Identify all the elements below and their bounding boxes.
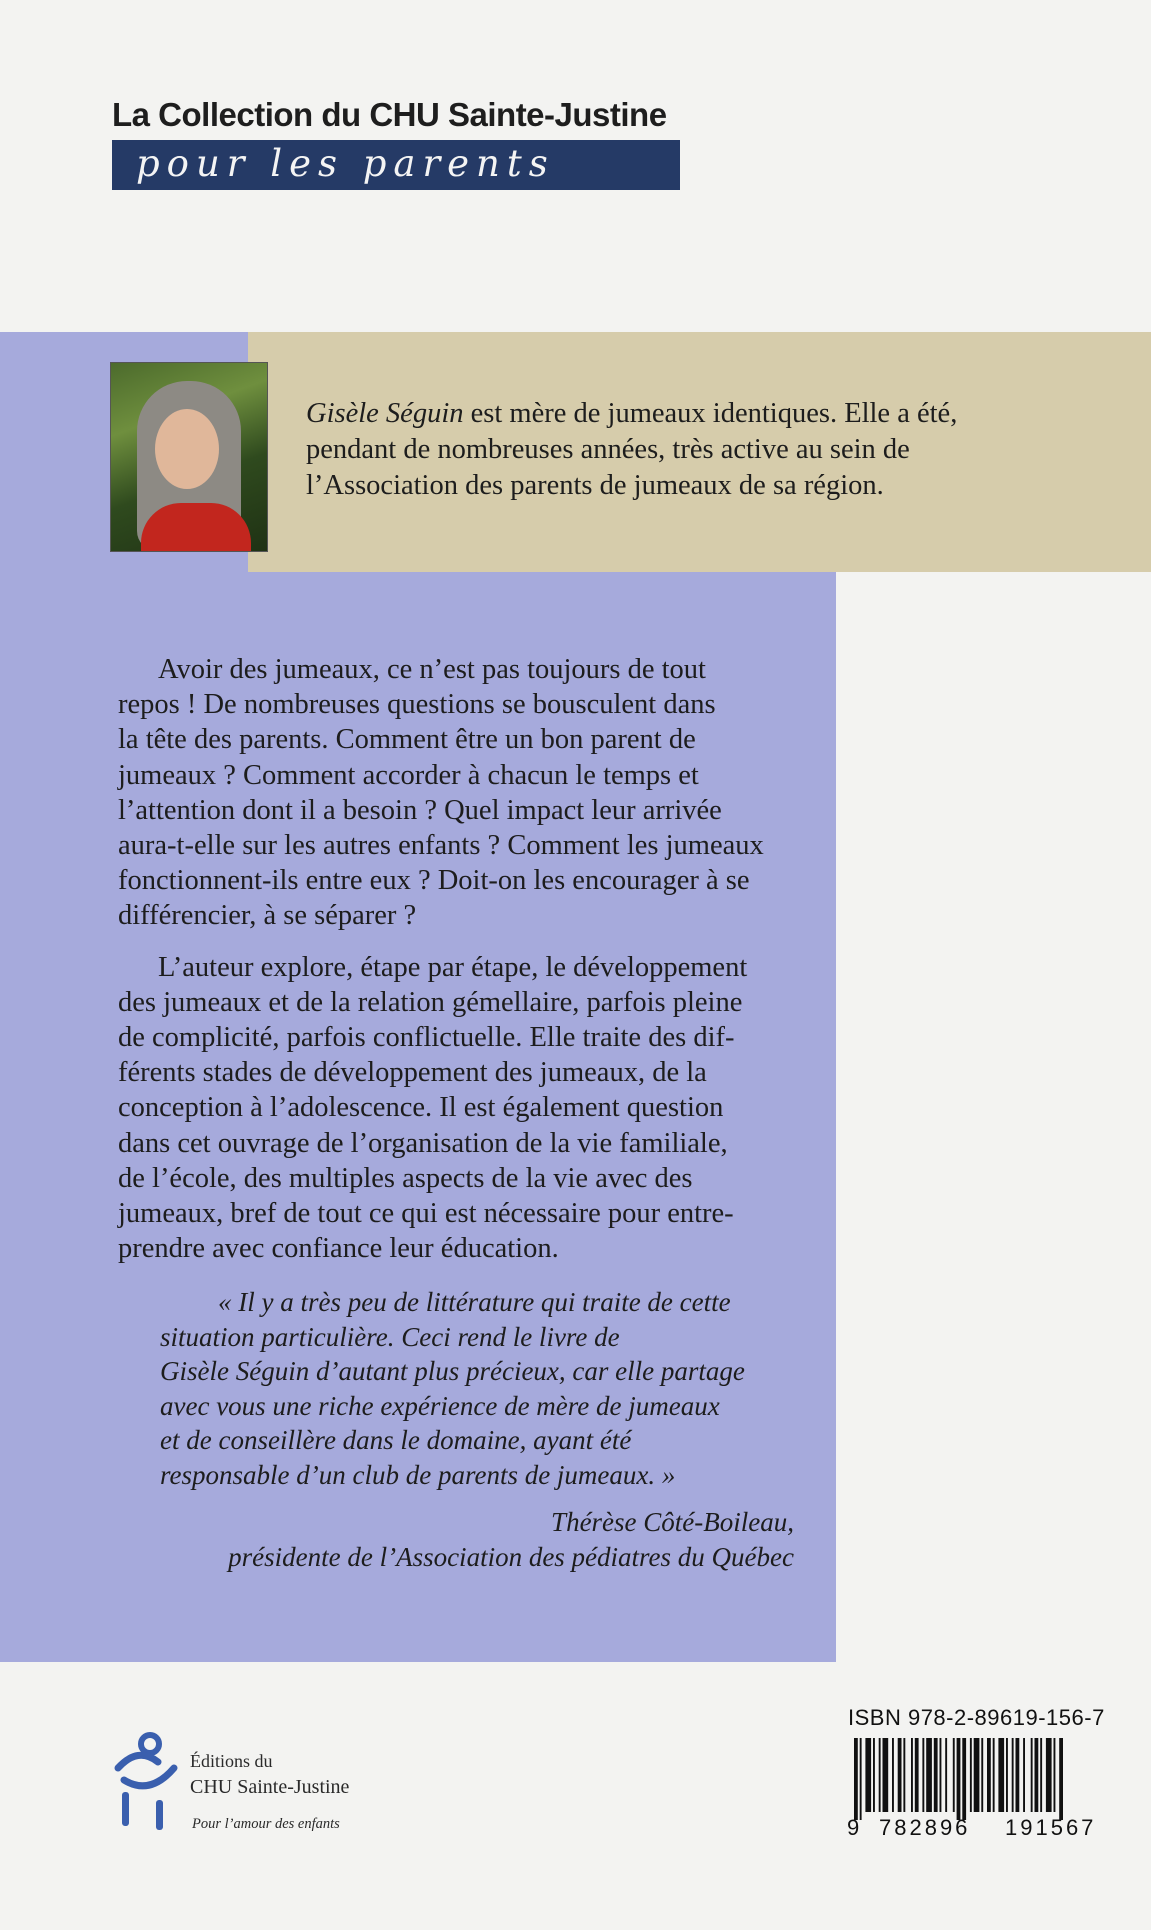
barcode-bar: [1035, 1738, 1039, 1812]
barcode-bar: [915, 1738, 919, 1812]
barcode-bar: [898, 1738, 902, 1812]
description-line: jumeaux ? Comment accorder à chacun le temps et: [118, 759, 699, 791]
barcode-bar: [993, 1738, 995, 1812]
barcode-bar: [998, 1738, 1004, 1812]
description-line: des jumeaux et de la relation gémellaire, parfois pleine: [118, 986, 743, 1018]
barcode-bar: [953, 1738, 955, 1812]
quote-line: responsable d’un club de parents de jumeaux. »: [160, 1459, 676, 1490]
publisher-line2: CHU Sainte-Justine: [190, 1776, 350, 1798]
isbn-barcode-icon: [850, 1738, 1118, 1820]
quote-attribution-line: présidente de l’Association des pédiatres du Québec: [228, 1542, 794, 1572]
description-line: L’auteur explore, étape par étape, le développement: [158, 951, 748, 983]
description-line: différencier, à se séparer ?: [118, 900, 417, 932]
description-line: de l’école, des multiples aspects de la vie avec des: [118, 1162, 693, 1194]
quote-line: et de conseillère dans le domaine, ayant été: [160, 1425, 632, 1456]
barcode-bar: [922, 1738, 924, 1812]
barcode-digits-group2: 191567: [1005, 1815, 1097, 1840]
author-bio-line: pendant de nombreuses années, très active au sein de: [306, 434, 910, 465]
barcode-bar: [1046, 1738, 1052, 1812]
barcode-bar: [1031, 1738, 1033, 1812]
barcode-bar: [940, 1738, 942, 1812]
barcode-bar: [1012, 1738, 1014, 1812]
barcode-bar: [1054, 1738, 1056, 1812]
description-line: férents stades de développement des jumeaux, de la: [118, 1057, 707, 1089]
author-bio-line: [306, 396, 1106, 432]
description-line: fonctionnent-ils entre eux ? Doit-on les encourager à se: [118, 865, 750, 897]
barcode-bar: [903, 1738, 905, 1812]
description-line: aura-t-elle sur les autres enfants ? Comment les jumeaux: [118, 830, 764, 862]
author-bio: [306, 396, 1106, 504]
description-line: repos ! De nombreuses questions se bousculent dans: [118, 689, 716, 721]
barcode-bar: [911, 1738, 913, 1812]
barcode-bar: [957, 1738, 961, 1820]
description-line: prendre avec confiance leur éducation.: [118, 1233, 559, 1265]
barcode-bar: [1059, 1738, 1063, 1820]
barcode-bar: [854, 1738, 858, 1820]
barcode-bar: [1006, 1738, 1008, 1812]
description-line: de complicité, parfois conflictuelle. Elle traite des dif-: [118, 1022, 735, 1054]
description-line: jumeaux, bref de tout ce qui est nécessaire pour entre-: [118, 1198, 734, 1230]
barcode-bar: [873, 1738, 875, 1812]
collection-subtitle: pour les parents: [136, 142, 555, 185]
description-line: l’attention dont il a besoin ? Quel impact leur arrivée: [118, 794, 722, 826]
publisher-name: [190, 1748, 349, 1800]
barcode-bar: [981, 1738, 983, 1812]
author-name: Gisèle Séguin: [306, 398, 464, 429]
quote-attribution-line: Thérèse Côté-Boileau,: [551, 1507, 794, 1537]
book-description: [118, 652, 788, 1266]
barcode-bar: [962, 1738, 966, 1820]
barcode-bar: [883, 1738, 889, 1812]
author-photo-shirt: [141, 503, 251, 552]
author-photo-face: [155, 409, 219, 489]
barcode-bar: [892, 1738, 894, 1812]
description-line: Avoir des jumeaux, ce n’est pas toujours de tout: [158, 654, 706, 685]
barcode-bar: [1040, 1738, 1042, 1812]
quote-line: avec vous une riche expérience de mère de jumeaux: [160, 1390, 720, 1421]
barcode-bar: [860, 1738, 862, 1820]
review-quote: [160, 1285, 794, 1493]
author-bio-line: l’Association des parents de jumeaux de sa région.: [306, 470, 884, 501]
barcode-bar: [974, 1738, 980, 1812]
quote-line: situation particulière. Ceci rend le livre de: [160, 1321, 620, 1352]
collection-subtitle-band: [112, 140, 680, 190]
publisher-tagline: Pour l’amour des enfants: [192, 1816, 340, 1832]
author-photo: [110, 362, 268, 552]
quote-attribution: [160, 1505, 794, 1575]
description-line: la tête des parents. Comment être un bon parent de: [118, 724, 696, 756]
barcode-bar: [1016, 1738, 1020, 1812]
barcode-bar: [934, 1738, 938, 1812]
barcode-bar: [970, 1738, 972, 1812]
author-bio-text: est mère de jumeaux identiques. Elle a été,: [463, 398, 958, 429]
barcode-bar: [879, 1738, 881, 1812]
publisher-line1: Éditions du: [190, 1751, 273, 1771]
barcode-bar: [865, 1738, 871, 1812]
quote-line: « Il y a très peu de littérature qui traite de cette: [218, 1287, 731, 1317]
description-line: conception à l’adolescence. Il est également question: [118, 1092, 724, 1124]
barcode-digit-first: 9: [847, 1815, 860, 1840]
barcode-digits-group1: 782896: [879, 1815, 971, 1840]
barcode-bar: [987, 1738, 991, 1812]
barcode-bar: [945, 1738, 947, 1812]
description-line: dans cet ouvrage de l’organisation de la vie familiale,: [118, 1127, 728, 1159]
isbn-label: ISBN 978-2-89619-156-7: [848, 1705, 1105, 1730]
collection-title: La Collection du CHU Sainte-Justine: [112, 96, 667, 133]
barcode-bar: [1023, 1738, 1025, 1812]
barcode-bar: [926, 1738, 932, 1812]
quote-line: Gisèle Séguin d’autant plus précieux, car elle partage: [160, 1356, 745, 1387]
chu-sainte-justine-logo-icon: [108, 1722, 188, 1842]
